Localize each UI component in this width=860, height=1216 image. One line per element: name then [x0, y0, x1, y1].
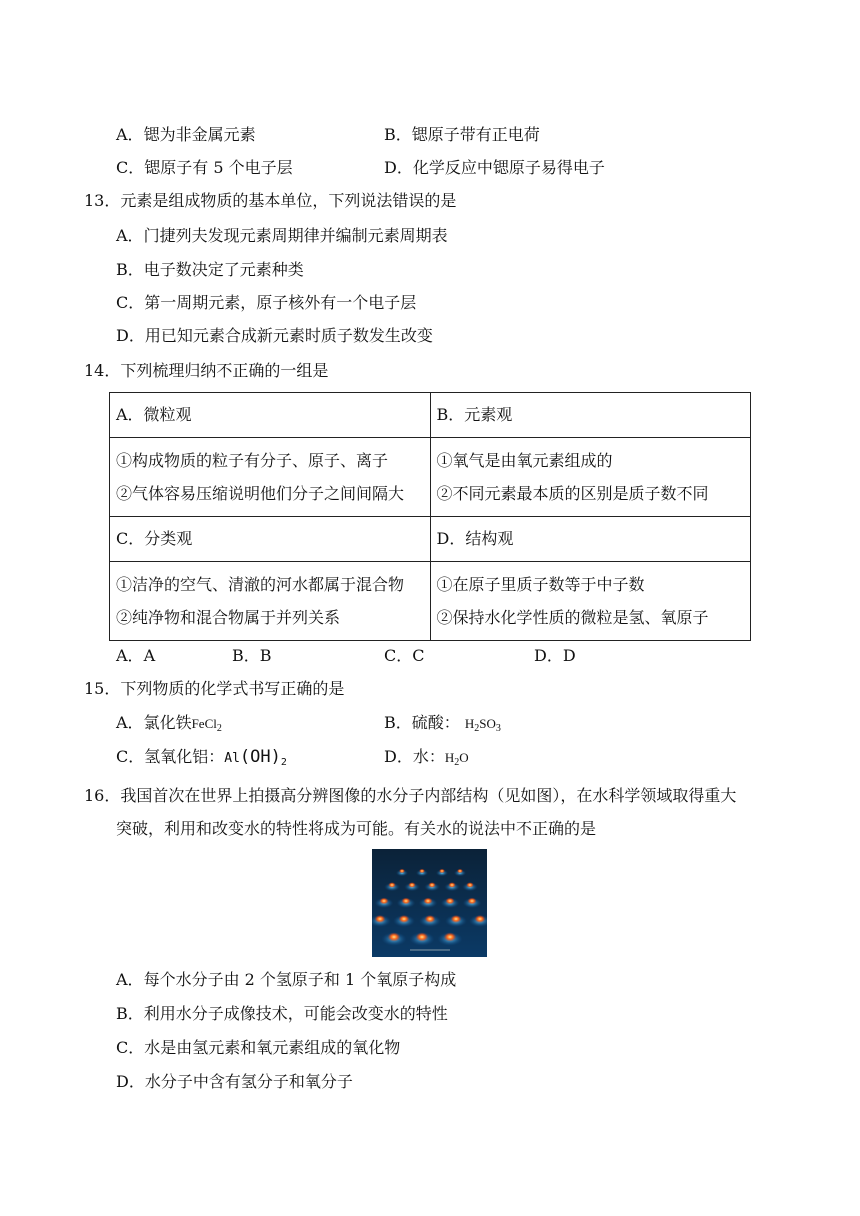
cell-c-line2: ②纯净物和混合物属于并列关系: [116, 608, 341, 627]
water-molecule-illustration: [372, 849, 487, 957]
q14-option-c: C．C: [384, 646, 425, 665]
q14-option-d: D．D: [534, 646, 576, 665]
q12-option-c: C．锶原子有 5 个电子层: [116, 158, 293, 177]
q16-option-b: B．利用水分子成像技术，可能会改变水的特性: [116, 1004, 448, 1023]
cell-b-body: [430, 438, 751, 517]
q15-option-d: D．水：$H_2O$: [384, 747, 469, 768]
lattice-spot: [457, 869, 463, 873]
lattice-spot: [444, 932, 457, 941]
q14-option-a: A．A: [116, 646, 156, 665]
q13-option-a: A．门捷列夫发现元素周期律并编制元素周期表: [116, 226, 448, 245]
q16-option-a: A．每个水分子由 2 个氢原子和 1 个氧原子构成: [116, 970, 457, 989]
lattice-spot: [419, 869, 425, 873]
q14-stem: 14．下列梳理归纳不正确的一组是: [84, 361, 329, 380]
q14-option-b: B．B: [232, 646, 272, 665]
lattice-spot: [425, 915, 436, 923]
lattice-spot: [475, 915, 486, 923]
lattice-spot: [399, 915, 410, 923]
cell-c-line1: ①洁净的空气、清澈的河水都属于混合物: [116, 575, 405, 594]
formula-h2o: $H_2O$: [444, 750, 469, 768]
cell-b-line2: ②不同元素最本质的区别是质子数不同: [436, 484, 709, 503]
q15-option-a: A．氯化铁FeCl$_2$: [116, 713, 222, 734]
lattice-spot: [416, 932, 429, 941]
cell-b-line1: ①氧气是由氧元素组成的: [436, 451, 613, 470]
q13-option-d: D．用已知元素合成新元素时质子数发生改变: [116, 326, 433, 345]
q12-option-b: B．锶原子带有正电荷: [384, 125, 540, 144]
cell-d-line1: ①在原子里质子数等于中子数: [436, 575, 645, 594]
lattice-spot: [466, 882, 474, 888]
lattice-spot: [408, 882, 416, 888]
cell-a-head: A．微粒观: [110, 393, 431, 438]
formula-h2so3: $H_2SO_3$: [464, 716, 501, 734]
q13-option-c: C．第一周期元素，原子核外有一个电子层: [116, 293, 417, 312]
water-molecule-image: [372, 849, 487, 957]
cell-a-line2: ②气体容易压缩说明他们分子之间间隔大: [116, 484, 405, 503]
q14-table: [109, 392, 751, 641]
q12-option-a: A．锶为非金属元素: [116, 125, 256, 144]
lattice-spot: [401, 898, 410, 905]
q15-stem: 15．下列物质的化学式书写正确的是: [84, 679, 345, 698]
lattice-spot: [467, 898, 476, 905]
lattice-spot: [445, 898, 454, 905]
lattice-spot: [451, 915, 462, 923]
cell-d-body: [430, 562, 751, 641]
lattice-spot: [388, 932, 401, 941]
formula-fecl2: FeCl$_2$: [191, 716, 222, 734]
cell-c-head: C．分类观: [110, 517, 431, 562]
q15-option-c: C．氢氧化铝：$Al(OH)_2$: [116, 747, 287, 768]
cell-d-head: D．结构观: [430, 517, 751, 562]
lattice-spot: [428, 882, 436, 888]
q16-stem-line2: 突破，利用和改变水的特性将成为可能。有关水的说法中不正确的是: [116, 819, 597, 838]
cell-a-line1: ①构成物质的粒子有分子、原子、离子: [116, 451, 389, 470]
lattice-spot: [439, 869, 445, 873]
q16-option-d: D．水分子中含有氢分子和氧分子: [116, 1072, 353, 1091]
formula-aloh2: $Al(OH)_2$: [224, 747, 287, 768]
lattice-spot: [375, 915, 386, 923]
lattice-spot: [448, 882, 456, 888]
q15-option-b: B．硫酸： $H_2SO_3$: [384, 713, 501, 734]
cell-c-body: [110, 562, 431, 641]
lattice-spot: [399, 869, 405, 873]
lattice-spot: [423, 898, 432, 905]
q16-stem-line1: 16．我国首次在世界上拍摄高分辨图像的水分子内部结构（见如图），在水科学领域取得重大: [84, 786, 737, 805]
lattice-spot: [388, 882, 396, 888]
cell-b-head: B．元素观: [430, 393, 751, 438]
q12-option-d: D．化学反应中锶原子易得电子: [384, 158, 605, 177]
q13-stem: 13．元素是组成物质的基本单位，下列说法错误的是: [84, 191, 457, 210]
q16-option-c: C．水是由氢元素和氧元素组成的氧化物: [116, 1038, 401, 1057]
cell-d-line2: ②保持水化学性质的微粒是氢、氧原子: [436, 608, 709, 627]
q13-option-b: B．电子数决定了元素种类: [116, 260, 304, 279]
cell-a-body: [110, 438, 431, 517]
lattice-spot: [379, 898, 388, 905]
